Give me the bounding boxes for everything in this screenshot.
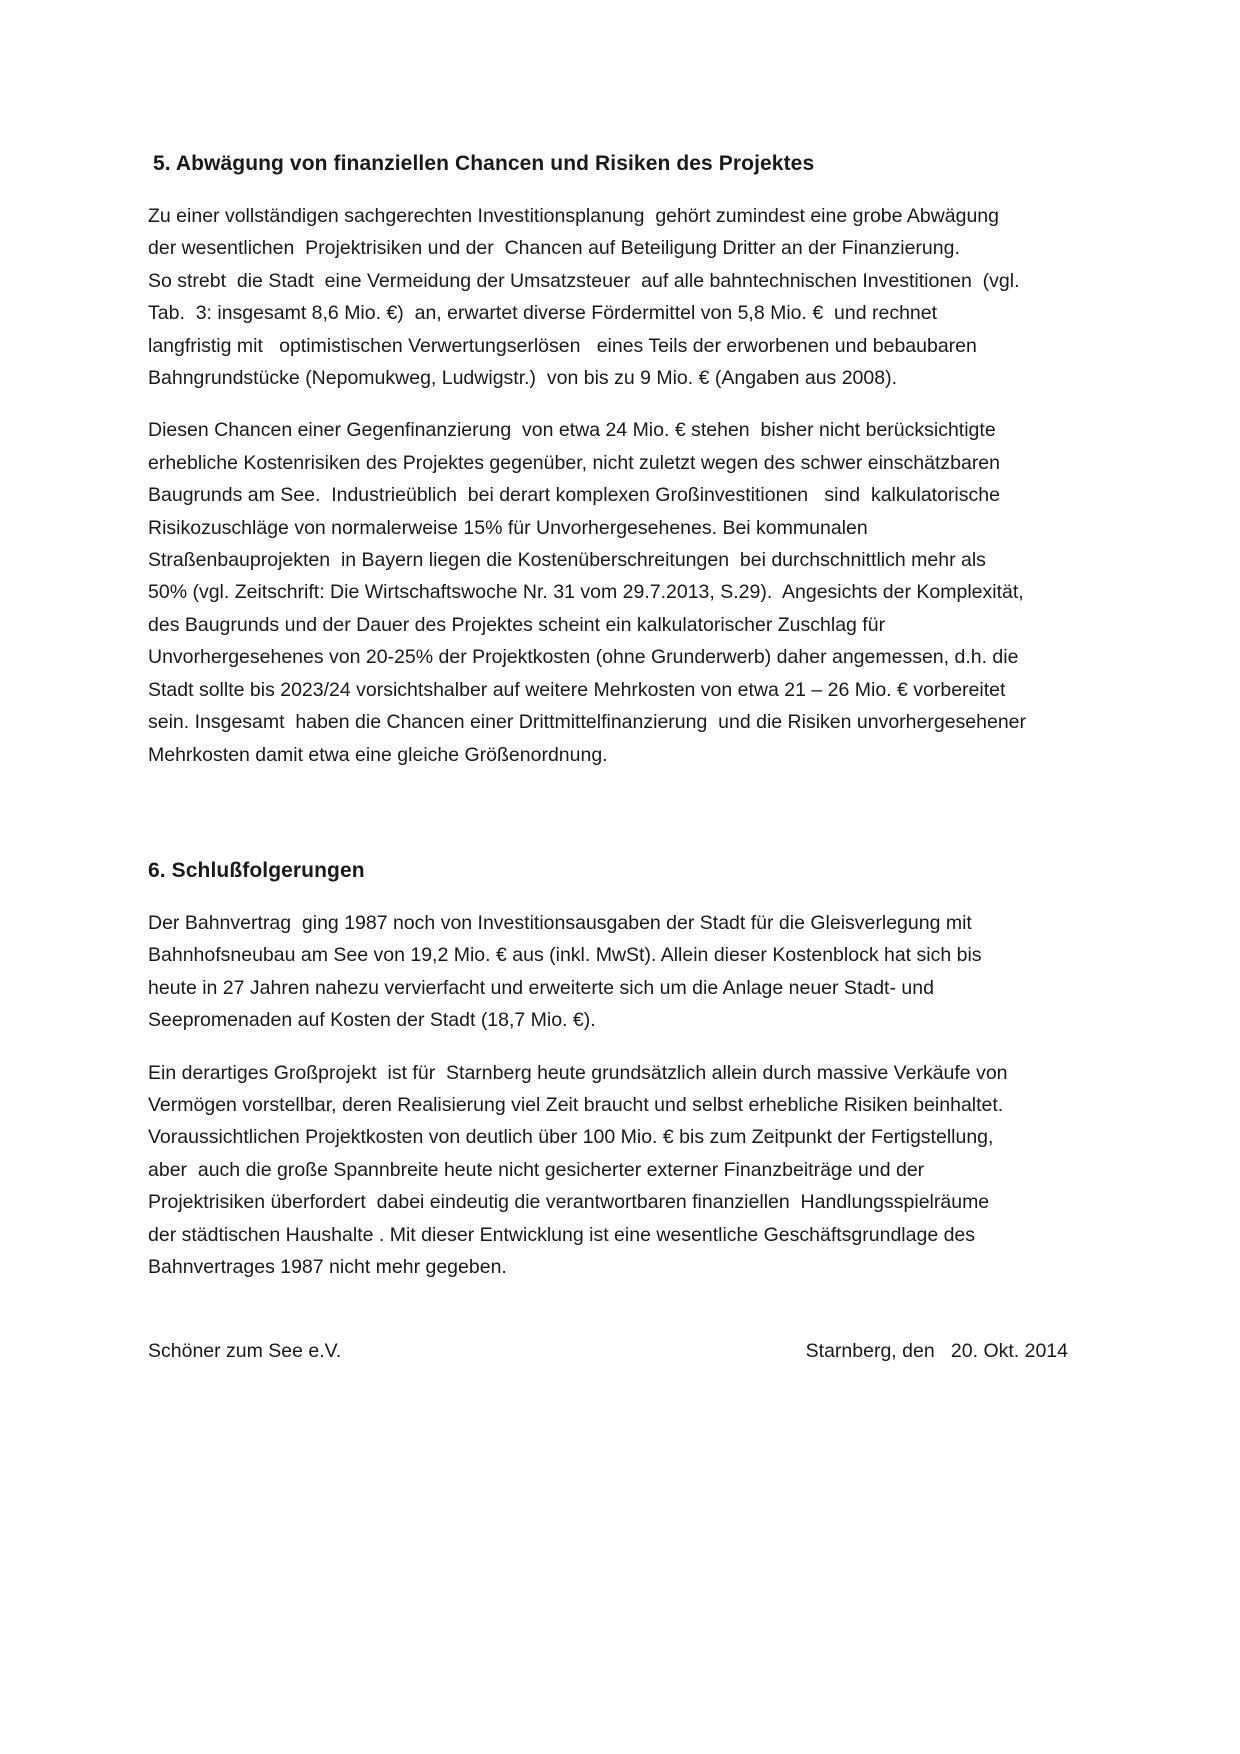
text-line: aber auch die große Spannbreite heute nicht gesicherter externer Finanzbeiträge und der [148,1158,925,1181]
text-line: Baugrunds am See. Industrieüblich bei derart komplexen Großinvestitionen sind kalkulatorische [148,484,1000,507]
text-line: Bahnvertrages 1987 nicht mehr gegeben. [148,1255,507,1278]
text-line: Der Bahnvertrag ging 1987 noch von Investitionsausgaben der Stadt für die Gleisverlegung mit [148,911,972,934]
text-line: 50% (vgl. Zeitschrift: Die Wirtschaftswoche Nr. 31 vom 29.7.2013, S.29). Angesichts der Komplexität, [148,581,1024,604]
section-5-paragraph-2 [148,414,1098,770]
text-line: der städtischen Haushalte . Mit dieser Entwicklung ist eine wesentliche Geschäftsgrundlage des [148,1223,976,1246]
text-line: Voraussichtlichen Projektkosten von deutlich über 100 Mio. € bis zum Zeitpunkt der Fertigstellung, [148,1126,994,1149]
text-line: Zu einer vollständigen sachgerechten Investitionsplanung gehört zumindest eine grobe Abwägung [148,205,999,227]
text-line: Diesen Chancen einer Gegenfinanzierung von etwa 24 Mio. € stehen bisher nicht berücksichtigte [148,419,996,442]
text-line: Bahnhofsneubau am See von 19,2 Mio. € aus (inkl. MwSt). Allein dieser Kostenblock hat sich bis [148,944,982,967]
text-line: So strebt die Stadt eine Vermeidung der Umsatzsteuer auf alle bahntechnischen Investitionen (vgl. [148,269,1020,292]
signature-block [148,1335,1068,1367]
text-line: Tab. 3: insgesamt 8,6 Mio. €) an, erwartet diverse Fördermittel von 5,8 Mio. € und rechnet [148,302,938,325]
text-line: Vermögen vorstellbar, deren Realisierung viel Zeit braucht und selbst erhebliche Risiken beinhaltet. [148,1093,1004,1116]
text-line: langfristig mit optimistischen Verwertungserlösen eines Teils der erworbenen und bebaubaren [148,334,977,357]
text-line: Risikozuschläge von normalerweise 15% für Unvorhergesehenes. Bei kommunalen [148,516,868,539]
text-line: sein. Insgesamt haben die Chancen einer Drittmittelfinanzierung und die Risiken unvorhergesehener [148,711,1027,734]
section-6-paragraph-2 [148,1057,1098,1284]
section-5-paragraph-1 [148,200,1098,394]
text-line: Ein derartiges Großprojekt ist für Starnberg heute grundsätzlich allein durch massive Verkäufe von [148,1061,1008,1084]
text-line: erhebliche Kostenrisiken des Projektes gegenüber, nicht zuletzt wegen des schwer einschätzbaren [148,451,1001,474]
text-line: Stadt sollte bis 2023/24 vorsichtshalber auf weitere Mehrkosten von etwa 21 – 26 Mio. € vorbereitet [148,678,1006,701]
text-line: Bahngrundstücke (Nepomukweg, Ludwigstr.) von bis zu 9 Mio. € (Angaben aus 2008). [148,367,898,390]
section-5-heading: 5. Abwägung von finanziellen Chancen und Risiken des Projektes [153,152,815,175]
text-line: Straßenbauprojekten in Bayern liegen die Kostenüberschreitungen bei durchschnittlich mehr als [148,549,986,572]
section-6-heading: 6. Schlußfolgerungen [148,858,365,882]
document-content [148,148,1098,1367]
text-line: Mehrkosten damit etwa eine gleiche Größenordnung. [148,743,608,766]
text-line: Seepromenaden auf Kosten der Stadt (18,7 Mio. €). [148,1009,596,1032]
text-line: heute in 27 Jahren nahezu vervierfacht und erweiterte sich um die Anlage neuer Stadt- und [148,976,934,999]
section-6-paragraph-1 [148,907,1098,1037]
text-line: Unvorhergesehenes von 20-25% der Projektkosten (ohne Grunderwerb) daher angemessen, d.h. die [148,646,1019,669]
text-line: Projektrisiken überfordert dabei eindeutig die verantwortbaren finanziellen Handlungsspielräume [148,1191,990,1214]
text-line: des Baugrunds und der Dauer des Projektes scheint ein kalkulatorischer Zuschlag für [148,613,886,636]
text-line: der wesentlichen Projektrisiken und der Chancen auf Beteiligung Dritter an der Finanzierung. [148,237,960,260]
signature-place-date: Starnberg, den 20. Okt. 2014 [805,1340,1068,1363]
signature-organization: Schöner zum See e.V. [148,1340,342,1363]
